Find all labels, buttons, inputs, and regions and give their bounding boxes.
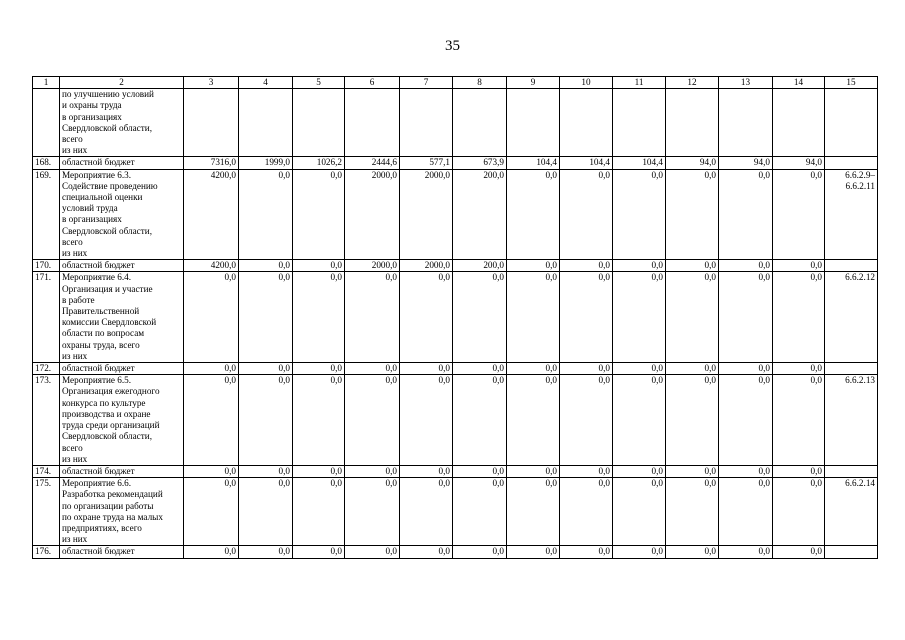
value-cell: 0,0 <box>239 363 293 375</box>
value-cell: 1999,0 <box>239 157 293 169</box>
value-cell: 0,0 <box>719 465 773 477</box>
value-cell: 0,0 <box>666 375 719 466</box>
column-header: 12 <box>666 77 719 89</box>
value-cell: 0,0 <box>560 169 613 260</box>
value-cell: 0,0 <box>345 546 400 558</box>
column-header: 1 <box>33 77 60 89</box>
value-cell: 0,0 <box>507 272 560 363</box>
value-cell: 0,0 <box>239 169 293 260</box>
column-header: 11 <box>613 77 666 89</box>
value-cell: 0,0 <box>773 478 825 546</box>
column-header: 15 <box>825 77 878 89</box>
table-row <box>33 157 878 169</box>
value-cell: 0,0 <box>507 546 560 558</box>
value-cell: 0,0 <box>184 546 239 558</box>
row-name: Мероприятие 6.4. Организация и участие в работе Правительственной комиссии Свердловской области по вопросам охраны труда, всего из них <box>60 272 184 363</box>
value-cell: 0,0 <box>507 478 560 546</box>
value-cell: 2000,0 <box>400 260 453 272</box>
value-cell: 0,0 <box>184 272 239 363</box>
value-cell: 0,0 <box>400 363 453 375</box>
row-name: областной бюджет <box>60 465 184 477</box>
value-cell <box>453 89 507 157</box>
target-ref-cell: 6.6.2.13 <box>825 375 878 466</box>
value-cell <box>666 89 719 157</box>
value-cell: 0,0 <box>184 478 239 546</box>
value-cell: 0,0 <box>773 465 825 477</box>
row-name: Мероприятие 6.5. Организация ежегодного конкурса по культуре производства и охране труда среди организаций Свердловской области, всего из них <box>60 375 184 466</box>
value-cell: 0,0 <box>293 363 345 375</box>
page-number: 35 <box>445 38 460 54</box>
value-cell: 104,4 <box>613 157 666 169</box>
target-ref-cell <box>825 157 878 169</box>
row-name: областной бюджет <box>60 363 184 375</box>
value-cell: 0,0 <box>613 465 666 477</box>
table-row <box>33 272 878 363</box>
column-header: 8 <box>453 77 507 89</box>
value-cell: 0,0 <box>293 272 345 363</box>
value-cell: 0,0 <box>239 546 293 558</box>
value-cell: 0,0 <box>400 272 453 363</box>
value-cell: 0,0 <box>239 260 293 272</box>
value-cell: 0,0 <box>507 375 560 466</box>
column-header: 13 <box>719 77 773 89</box>
value-cell: 0,0 <box>560 478 613 546</box>
value-cell: 0,0 <box>613 169 666 260</box>
value-cell: 0,0 <box>773 260 825 272</box>
target-ref-cell: 6.6.2.14 <box>825 478 878 546</box>
value-cell: 0,0 <box>560 272 613 363</box>
value-cell: 0,0 <box>239 478 293 546</box>
value-cell: 2444,6 <box>345 157 400 169</box>
value-cell: 0,0 <box>719 478 773 546</box>
table-row <box>33 260 878 272</box>
table-row <box>33 546 878 558</box>
value-cell: 104,4 <box>560 157 613 169</box>
column-header: 6 <box>345 77 400 89</box>
value-cell: 200,0 <box>453 260 507 272</box>
row-number: 168. <box>33 157 60 169</box>
value-cell: 94,0 <box>719 157 773 169</box>
value-cell: 0,0 <box>560 260 613 272</box>
value-cell: 0,0 <box>666 363 719 375</box>
value-cell: 7316,0 <box>184 157 239 169</box>
target-ref-cell: 6.6.2.9– 6.6.2.11 <box>825 169 878 260</box>
value-cell: 0,0 <box>613 363 666 375</box>
value-cell: 0,0 <box>560 375 613 466</box>
value-cell: 0,0 <box>773 169 825 260</box>
value-cell: 577,1 <box>400 157 453 169</box>
row-name: по улучшению условий и охраны труда в организациях Свердловской области, всего из них <box>60 89 184 157</box>
value-cell <box>400 89 453 157</box>
row-name: Мероприятие 6.3. Содействие проведению специальной оценки условий труда в организациях Свердловской области, всего из них <box>60 169 184 260</box>
value-cell: 0,0 <box>239 375 293 466</box>
value-cell: 0,0 <box>560 363 613 375</box>
value-cell: 0,0 <box>239 272 293 363</box>
column-header: 10 <box>560 77 613 89</box>
value-cell: 0,0 <box>560 546 613 558</box>
value-cell: 0,0 <box>453 375 507 466</box>
table-row <box>33 375 878 466</box>
row-name: областной бюджет <box>60 546 184 558</box>
value-cell: 0,0 <box>613 272 666 363</box>
row-number: 175. <box>33 478 60 546</box>
value-cell: 1026,2 <box>293 157 345 169</box>
row-number <box>33 89 60 157</box>
column-header: 4 <box>239 77 293 89</box>
budget-table <box>32 76 878 559</box>
value-cell <box>560 89 613 157</box>
value-cell <box>239 89 293 157</box>
value-cell: 0,0 <box>507 169 560 260</box>
row-number: 171. <box>33 272 60 363</box>
value-cell: 0,0 <box>719 260 773 272</box>
value-cell: 0,0 <box>453 363 507 375</box>
value-cell: 0,0 <box>719 546 773 558</box>
value-cell: 673,9 <box>453 157 507 169</box>
value-cell: 0,0 <box>507 363 560 375</box>
value-cell: 0,0 <box>453 546 507 558</box>
value-cell: 2000,0 <box>345 260 400 272</box>
table-row <box>33 89 878 157</box>
value-cell: 0,0 <box>293 260 345 272</box>
value-cell: 0,0 <box>719 169 773 260</box>
row-number: 174. <box>33 465 60 477</box>
column-header: 2 <box>60 77 184 89</box>
value-cell: 0,0 <box>293 546 345 558</box>
target-ref-cell <box>825 465 878 477</box>
column-header: 7 <box>400 77 453 89</box>
value-cell <box>345 89 400 157</box>
value-cell: 0,0 <box>666 478 719 546</box>
value-cell: 0,0 <box>666 260 719 272</box>
row-number: 170. <box>33 260 60 272</box>
row-number: 172. <box>33 363 60 375</box>
value-cell: 0,0 <box>184 375 239 466</box>
value-cell: 94,0 <box>773 157 825 169</box>
value-cell: 0,0 <box>666 272 719 363</box>
value-cell: 0,0 <box>345 478 400 546</box>
value-cell: 0,0 <box>613 260 666 272</box>
value-cell: 0,0 <box>773 375 825 466</box>
value-cell: 0,0 <box>345 272 400 363</box>
value-cell: 4200,0 <box>184 260 239 272</box>
value-cell: 0,0 <box>773 272 825 363</box>
value-cell: 0,0 <box>453 272 507 363</box>
table-row <box>33 363 878 375</box>
value-cell <box>184 89 239 157</box>
value-cell <box>293 89 345 157</box>
column-header: 14 <box>773 77 825 89</box>
value-cell: 0,0 <box>184 465 239 477</box>
row-number: 173. <box>33 375 60 466</box>
column-header-row <box>33 77 878 89</box>
value-cell: 0,0 <box>293 465 345 477</box>
row-name: областной бюджет <box>60 260 184 272</box>
target-ref-cell <box>825 546 878 558</box>
value-cell: 0,0 <box>293 169 345 260</box>
value-cell: 0,0 <box>773 363 825 375</box>
value-cell <box>507 89 560 157</box>
value-cell: 0,0 <box>400 465 453 477</box>
value-cell: 0,0 <box>345 375 400 466</box>
value-cell: 0,0 <box>400 546 453 558</box>
value-cell: 0,0 <box>345 465 400 477</box>
value-cell: 2000,0 <box>345 169 400 260</box>
value-cell: 0,0 <box>507 260 560 272</box>
table-row <box>33 465 878 477</box>
value-cell: 0,0 <box>184 363 239 375</box>
target-ref-cell <box>825 89 878 157</box>
value-cell: 4200,0 <box>184 169 239 260</box>
value-cell: 0,0 <box>666 169 719 260</box>
value-cell: 0,0 <box>507 465 560 477</box>
value-cell: 0,0 <box>453 478 507 546</box>
value-cell: 0,0 <box>345 363 400 375</box>
value-cell: 0,0 <box>400 375 453 466</box>
value-cell: 2000,0 <box>400 169 453 260</box>
value-cell: 0,0 <box>400 478 453 546</box>
value-cell: 94,0 <box>666 157 719 169</box>
value-cell: 0,0 <box>239 465 293 477</box>
value-cell: 0,0 <box>719 363 773 375</box>
value-cell: 0,0 <box>613 478 666 546</box>
value-cell <box>613 89 666 157</box>
table-row <box>33 169 878 260</box>
value-cell: 200,0 <box>453 169 507 260</box>
value-cell <box>773 89 825 157</box>
value-cell: 0,0 <box>613 375 666 466</box>
column-header: 3 <box>184 77 239 89</box>
value-cell: 0,0 <box>560 465 613 477</box>
value-cell: 0,0 <box>719 272 773 363</box>
row-number: 169. <box>33 169 60 260</box>
column-header: 9 <box>507 77 560 89</box>
row-name: Мероприятие 6.6. Разработка рекомендаций по организации работы по охране труда на малых предприятиях, всего из них <box>60 478 184 546</box>
value-cell: 104,4 <box>507 157 560 169</box>
value-cell: 0,0 <box>666 546 719 558</box>
target-ref-cell <box>825 260 878 272</box>
column-header: 5 <box>293 77 345 89</box>
value-cell: 0,0 <box>293 375 345 466</box>
row-name: областной бюджет <box>60 157 184 169</box>
value-cell: 0,0 <box>293 478 345 546</box>
target-ref-cell: 6.6.2.12 <box>825 272 878 363</box>
value-cell: 0,0 <box>773 546 825 558</box>
value-cell: 0,0 <box>719 375 773 466</box>
value-cell <box>719 89 773 157</box>
value-cell: 0,0 <box>666 465 719 477</box>
table-row <box>33 478 878 546</box>
target-ref-cell <box>825 363 878 375</box>
row-number: 176. <box>33 546 60 558</box>
value-cell: 0,0 <box>453 465 507 477</box>
value-cell: 0,0 <box>613 546 666 558</box>
